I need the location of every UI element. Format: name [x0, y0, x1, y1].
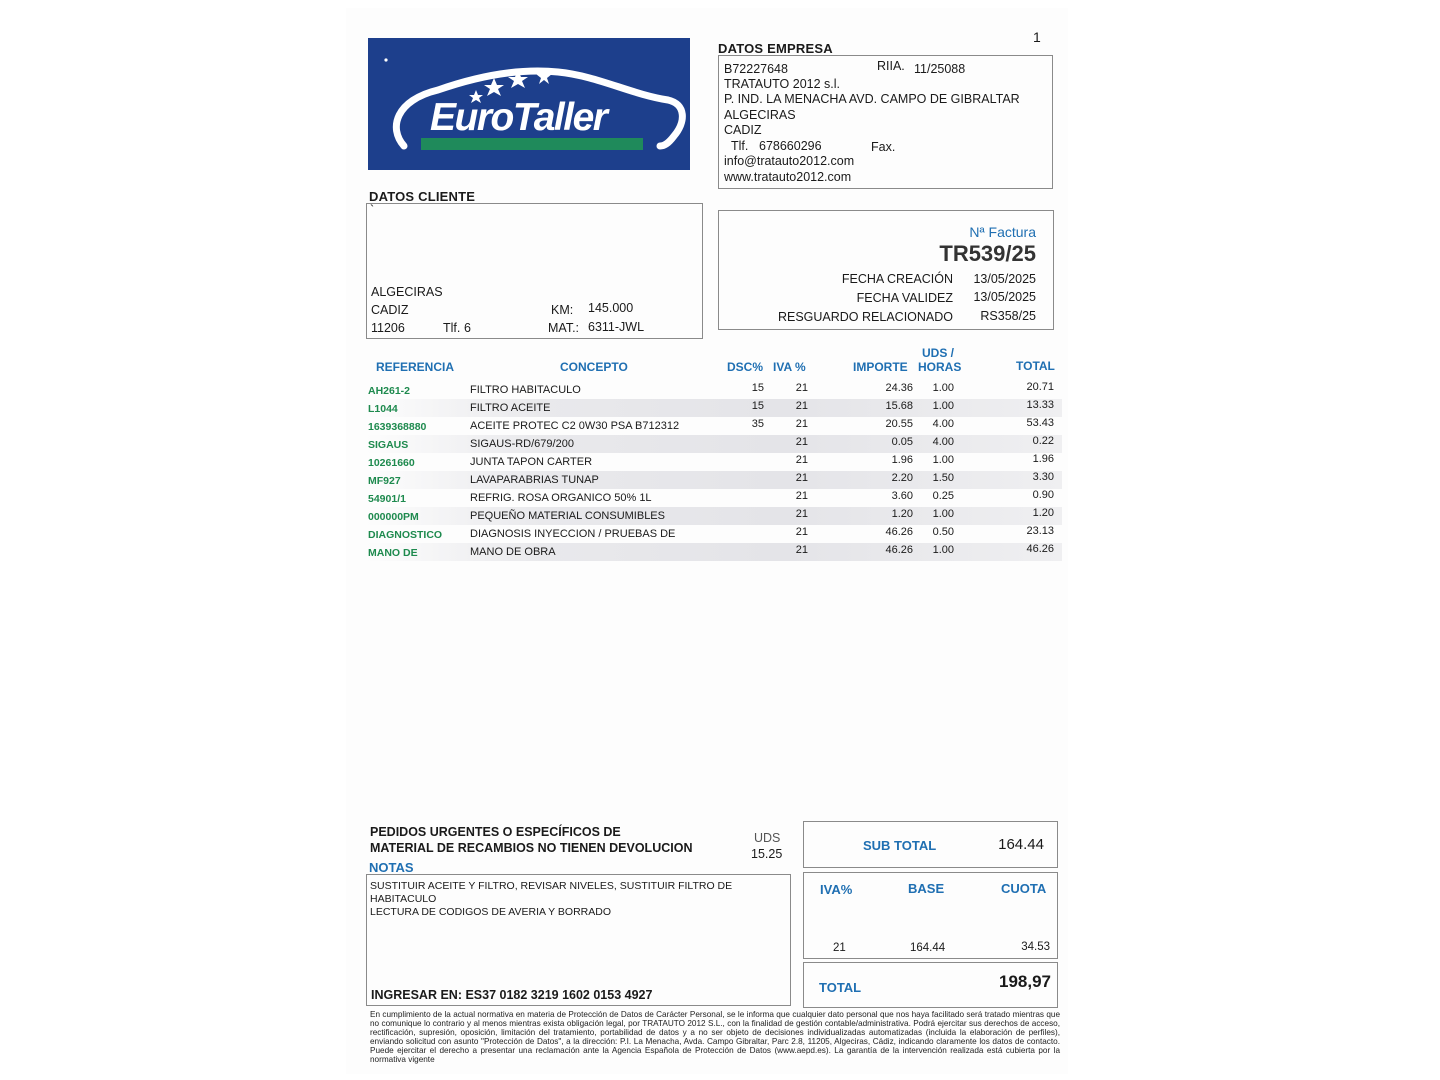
cell-iva: 21 [795, 526, 808, 538]
cell-importe: 1.96 [891, 454, 913, 466]
cell-referencia: 1639368880 [368, 421, 427, 433]
col-header-uds: UDS / [922, 346, 955, 360]
cell-concepto: LAVAPARABRIAS TUNAP [470, 474, 599, 486]
notas-line-1: SUSTITUIR ACEITE Y FILTRO, REVISAR NIVELES, SUSTITUIR FILTRO DE [370, 880, 733, 892]
cliente-city: ALGECIRAS [371, 285, 443, 299]
pedidos-line-1: PEDIDOS URGENTES O ESPECÍFICOS DE [370, 825, 621, 839]
legal-notice: En cumplimiento de la actual normativa en materia de Protección de Datos de Carácter Personal, se le informa que cualquier dato personal que nos haya facilitado será tratado mientras que no comunique lo contrario y al menos mientras exista obligación legal, por TRATAUTO 2012 S.L., con la finalidad de gestión contable/administrativa. Podrá ejercitar sus derechos de acceso, rectificación, supresión, oposición, limitación del tratamiento, portabilidad de datos y a no ser objeto de decisiones individualizadas automatizadas (incluida la elaboración de perfiles), enviando solicitud con asunto "Protección de Datos", a la dirección: P.I. La Menacha, Avda. Campo Gibraltar, Parc 2.8, 11205, Algeciras, Cádiz, indicando claramente los datos de contacto. Puede ejercitar el derecho a presentar una reclamación ante la Agencia Española de Protección de Datos (www.aepd.es). La garantía de la intervención realizada está cubierta por la normativa vigente [370, 1010, 1060, 1064]
cell-total: 1.96 [1032, 453, 1054, 465]
cell-concepto: PEQUEÑO MATERIAL CONSUMIBLES [470, 510, 665, 522]
subtotal-label: SUB TOTAL [863, 838, 937, 853]
col-header-concepto: CONCEPTO [560, 360, 628, 374]
cell-importe: 0.05 [891, 436, 913, 448]
cell-referencia: MF927 [368, 475, 401, 487]
total-value: 198,97 [999, 972, 1051, 991]
empresa-name: TRATAUTO 2012 s.l. [724, 77, 841, 91]
total-label: TOTAL [819, 980, 862, 995]
cell-iva: 21 [795, 400, 808, 412]
table-row [366, 399, 1062, 417]
notas-line-3: LECTURA DE CODIGOS DE AVERIA Y BORRADO [370, 906, 611, 918]
cell-iva: 21 [795, 508, 808, 520]
cell-total: 1.20 [1032, 507, 1054, 519]
base-head: BASE [908, 881, 945, 896]
cell-total: 0.90 [1032, 489, 1054, 501]
cell-referencia: L1044 [368, 403, 398, 415]
resguardo: RS358/25 [980, 309, 1036, 323]
logo-wordmark: EuroTaller [430, 96, 607, 139]
cliente-tlf: 6 [464, 321, 471, 335]
cell-referencia: SIGAUS [368, 439, 409, 451]
uds-label: UDS [754, 831, 781, 845]
subtotal-value: 164.44 [998, 836, 1044, 853]
cuota-head: CUOTA [1001, 881, 1047, 896]
cuota-value: 34.53 [1021, 941, 1050, 953]
cell-iva: 21 [795, 418, 808, 430]
iva-head: IVA% [820, 882, 853, 897]
cell-iva: 21 [795, 436, 808, 448]
table-row [366, 471, 1062, 489]
uds-value: 15.25 [751, 847, 783, 861]
cell-total: 53.43 [1026, 417, 1054, 429]
col-header-dsc: DSC% [727, 360, 764, 374]
cell-uds: 1.00 [932, 454, 954, 466]
cell-importe: 46.26 [885, 526, 913, 538]
pedidos-notice [370, 824, 692, 856]
cell-iva: 21 [795, 472, 808, 484]
empresa-tlf: 678660296 [759, 139, 822, 153]
cell-referencia: AH261-2 [368, 385, 411, 397]
col-header-total: TOTAL [1016, 359, 1055, 373]
cliente-title: DATOS CLIENTE [369, 189, 476, 204]
table-row [366, 381, 1062, 399]
notas-text [370, 880, 732, 919]
cell-importe: 20.55 [885, 418, 913, 430]
empresa-email[interactable]: info@tratauto2012.com [724, 154, 855, 168]
cell-referencia: DIAGNOSTICO [368, 529, 443, 541]
cell-dsc: 15 [751, 382, 764, 394]
cell-uds: 1.00 [932, 382, 954, 394]
cell-importe: 3.60 [891, 490, 913, 502]
cliente-mark: ` [370, 203, 375, 217]
cell-uds: 1.50 [932, 472, 954, 484]
cell-importe: 46.26 [885, 544, 913, 556]
iva-rate: 21 [833, 942, 846, 954]
eurotaller-logo [368, 38, 690, 170]
cell-uds: 1.00 [932, 400, 954, 412]
cell-referencia: 54901/1 [368, 493, 406, 505]
cell-referencia: 000000PM [368, 511, 419, 523]
cell-concepto: FILTRO ACEITE [470, 402, 551, 414]
empresa-fax-label: Fax. [871, 140, 896, 154]
table-row [366, 453, 1062, 471]
col-header-horas: HORAS [918, 360, 962, 372]
fecha-validez: 13/05/2025 [973, 290, 1036, 304]
cell-uds: 1.00 [932, 508, 954, 520]
cell-dsc: 15 [751, 400, 764, 412]
cliente-km-label: KM: [551, 303, 574, 317]
fecha-validez-label: FECHA VALIDEZ [856, 291, 953, 305]
cell-importe: 24.36 [885, 382, 913, 394]
cell-uds: 4.00 [932, 418, 954, 430]
cell-iva: 21 [795, 490, 808, 502]
table-row [366, 525, 1062, 543]
page-number: 1 [1033, 29, 1041, 45]
resguardo-label: RESGUARDO RELACIONADO [777, 310, 953, 324]
cell-importe: 2.20 [891, 472, 913, 484]
col-header-importe: IMPORTE [853, 360, 908, 374]
cell-total: 3.30 [1032, 471, 1054, 483]
cliente-province: CADIZ [371, 303, 409, 317]
cliente-box [366, 203, 703, 339]
cell-concepto: JUNTA TAPON CARTER [470, 456, 593, 468]
empresa-province: CADIZ [724, 123, 762, 137]
cell-concepto: FILTRO HABITACULO [470, 384, 581, 396]
cell-concepto: SIGAUS-RD/679/200 [470, 438, 574, 450]
empresa-web[interactable]: www.tratauto2012.com [724, 170, 852, 184]
factura-label: Nª Factura [969, 224, 1036, 240]
table-row [366, 507, 1062, 525]
table-row [366, 417, 1062, 435]
table-row [366, 489, 1062, 507]
cell-total: 23.13 [1026, 525, 1054, 537]
cell-dsc: 35 [751, 418, 764, 430]
factura-number: TR539/25 [939, 241, 1036, 266]
cell-total: 20.71 [1026, 381, 1054, 393]
cell-concepto: REFRIG. ROSA ORGANICO 50% 1L [470, 492, 652, 504]
cliente-postal-code: 11206 [371, 321, 405, 335]
cell-importe: 15.68 [885, 400, 913, 412]
cliente-km: 145.000 [588, 301, 634, 315]
table-row [366, 435, 1062, 453]
cliente-mat: 6311-JWL [588, 320, 645, 334]
empresa-city: ALGECIRAS [724, 108, 796, 122]
cell-uds: 1.00 [932, 544, 954, 556]
base-value: 164.44 [910, 942, 946, 954]
fecha-creacion: 13/05/2025 [973, 272, 1036, 286]
cell-total: 0.22 [1032, 435, 1054, 447]
notas-title: NOTAS [369, 860, 414, 875]
cell-importe: 1.20 [891, 508, 913, 520]
cell-concepto: DIAGNOSIS INYECCION / PRUEBAS DE [470, 528, 676, 540]
empresa-riia-value: 11/25088 [914, 62, 966, 76]
cell-referencia: MANO DE [368, 547, 418, 559]
cell-uds: 0.25 [932, 490, 954, 502]
col-header-iva: IVA % [773, 360, 806, 374]
empresa-tlf-label: Tlf. [731, 139, 749, 153]
cell-concepto: MANO DE OBRA [470, 546, 556, 558]
cell-concepto: ACEITE PROTEC C2 0W30 PSA B712312 [470, 420, 680, 432]
col-header-referencia: REFERENCIA [376, 360, 455, 374]
ingresar-iban: INGRESAR EN: ES37 0182 3219 1602 0153 4927 [371, 988, 653, 1002]
cell-iva: 21 [795, 382, 808, 394]
empresa-address: P. IND. LA MENACHA AVD. CAMPO DE GIBRALTAR [724, 92, 1020, 106]
cliente-tlf-label: Tlf. [443, 321, 461, 335]
empresa-cif: B72227648 [724, 62, 788, 76]
empresa-title: DATOS EMPRESA [718, 41, 833, 56]
empresa-riia-label: RIIA. [877, 59, 905, 73]
pedidos-line-2: MATERIAL DE RECAMBIOS NO TIENEN DEVOLUCION [370, 841, 693, 855]
fecha-creacion-label: FECHA CREACIÓN [841, 272, 953, 286]
cell-iva: 21 [795, 544, 808, 556]
table-row [366, 543, 1062, 561]
cliente-mat-label: MAT.: [548, 321, 580, 335]
cell-iva: 21 [795, 454, 808, 466]
cell-uds: 0.50 [932, 526, 954, 538]
cell-referencia: 10261660 [368, 457, 415, 469]
cell-total: 13.33 [1026, 399, 1054, 411]
notas-line-2: HABITACULO [370, 893, 437, 905]
cell-total: 46.26 [1026, 543, 1054, 555]
cell-uds: 4.00 [932, 436, 954, 448]
